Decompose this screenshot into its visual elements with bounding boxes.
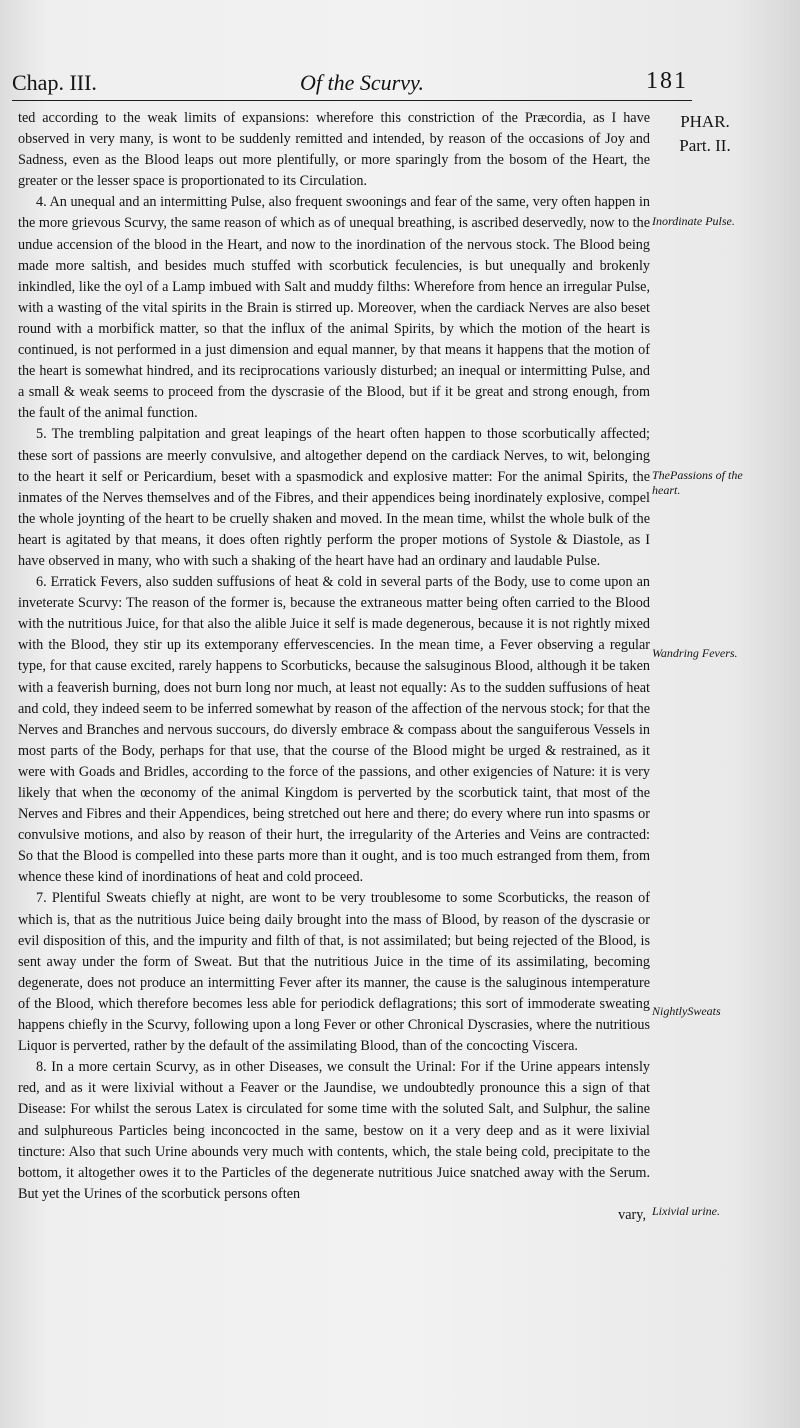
running-title: Of the Scurvy. bbox=[300, 70, 425, 95]
paragraph-8: 8. In a more certain Scurvy, as in other Diseases, we consult the Urinal: For if the Urine appears intensly red, and as it were lixivial without a Feaver or the Jaundise, we undoubtedly pronounce this a sign of that Disease: For whilst the serous Latex is circulated for some time with the soluted Salt, and Sulphur, the saline and sulphureous Particles being inconcocted in the same, bestow on it a very deep and as it were lixivial tincture: Also that such Urine abounds very much with contents, which, the stale being cold, precipitate to the bottom, it altogether owes it to the Particles of the degenerate nutritious Juice snatched away with the Serum. But yet the Urines of the scorbutick persons often bbox=[18, 1059, 650, 1202]
margin-note-lixivial-urine: Lixivial urine. bbox=[652, 1204, 720, 1218]
phar-line-1: PHAR. bbox=[680, 112, 730, 131]
margin-note-wandring-fevers: Wandring Fevers. bbox=[652, 646, 738, 660]
chapter-label: Chap. III. bbox=[12, 70, 97, 95]
paragraph-5: 5. The trembling palpitation and great leapings of the heart often happen to those scorbutically affected; these sort of passions are meerly convulsive, and altogether depend on the cardiack Nerves, to wit, belonging to the heart it self or Pericardium, beset with a spasmodick and explosive matter: For the animal Spirits, the inmates of the Nerves themselves and of the Fibres, and their appendices being inordinately explosive, compel the whole joynting of the heart to be cruelly shaken and moved. In the mean time, whilst the whole bulk of the heart is agitated by that means, it does often rightly perform the proper motions of Systole & Diastole, as I have observed in many, who with such a shaking of the heart have had an ordinary and laudable Pulse. bbox=[18, 426, 650, 569]
paragraph-6: 6. Erratick Fevers, also sudden suffusions of heat & cold in several parts of the Body, use to come upon an inveterate Scurvy: The reason of the former is, because the extraneous matter being often carried to the Blood with the nutritious Juice, for that also the alible Juice it self is made degenerous, because it is not rightly mixed with the Blood, they stir up its extemporany effervescencies. In the mean time, a Fever observing a regular type, for that cause excited, rarely happens to Scorbuticks, because the salsuginous Blood, although it be taken with a feaverish burning, does not burn long nor much, at least not equally: As to the sudden suffusions of heat and cold, they indeed seem to be inferred somewhat by reason of the affection of the nervous stock; for that the Nerves and Branches and nervous succours, do diversly embrace & compass about the sanguiferous Vessels in most parts of the Body, perhaps for that use, that the course of the Blood might be urged & restrained, as it were with Goads and Bridles, according to the force of the passions, and other exigencies of Nature: it is very likely that when the œconomy of the animal Kingdom is perverted by the scorbutick taint, that most of the Nerves and Fibres and their Appendices, being stretched out here and there; do every where run into spasms or convulsive motions, and also by reason of their hurt, the irregularity of the Arteries and Veins are contracted: So that the Blood is compelled into these parts more than it ought, and is too much estranged from them, from whence these kind of inordinations of heat and cold proceed. bbox=[18, 574, 650, 886]
catchword: vary, bbox=[618, 1206, 646, 1223]
paragraph-7: 7. Plentiful Sweats chiefly at night, are wont to be very troublesome to some Scorbuticks, the reason of which is, that as the nutritious Juice being daily brought into the mass of Blood, by reason of the dyscrasie or evil disposition of this, and the impurity and filth of that, is not assimilated; but being rejected of the Blood, is sent away under the form of Sweat. But that the nutritious Juice in the time of its assimilating, becoming degenerate, does not produce an intermitting Fever after its manner, the cause is the saluginous intemperature of the Blood, which therefore becomes less able for periodick deflagrations; this sort of immoderate sweating happens chiefly in the Scurvy, following upon a long Fever or other Chronical Dyscrasies, where the nutritious Liquor is perverted, rather by the default of the assimilating Blood, than of the concocting Viscera. bbox=[18, 890, 650, 1055]
body-text bbox=[18, 108, 650, 1226]
page-number: 181 bbox=[646, 68, 688, 94]
running-header bbox=[12, 66, 692, 101]
paragraph-continued: ted according to the weak limits of expansions: wherefore this constriction of the Præcordia, as I have observed in very many, is wont to be suddenly remitted and intended, by reason of the occasions of Joy and Sadness, even as the Blood leaps out more plentifully, or more sparingly from the bosom of the Heart, the greater or the lesser space is proportionated to its Circulation. bbox=[18, 110, 650, 190]
margin-note-inordinate-pulse: Inordinate Pulse. bbox=[652, 214, 735, 228]
margin-note-passions-heart: ThePassions of the heart. bbox=[652, 468, 743, 497]
paragraph-4: 4. An unequal and an intermitting Pulse, also frequent swoonings and fear of the same, very often happen in the more grievous Scurvy, the same reason of which as of unequal breathing, is ascribed deservedly, now to the undue accension of the blood in the Heart, and now to the inordination of the nervous stock. The Blood being made more saltish, and besides much stuffed with scorbutick feculencies, is but unequally and brokenly inkindled, like the oyl of a Lamp imbued with Salt and muddy filths: Wherefore from hence an irregular Pulse, with a wasting of the vital spirits in the Brain is stirred up. Moreover, when the cardiack Nerves are also beset round with a morbifick matter, so that the influx of the animal Spirits, by which the motion of the heart is continued, is not performed in a just dimension and equal manner, by that means it happens that the motion of the heart is somewhat hindred, and its reciprocations variously disturbed; an inequal or intermitting Pulse, and a small & weak seems to proceed from the dyscrasie of the Blood, but if it be great and strong enough, from the fault of the animal function. bbox=[18, 194, 650, 422]
margin-note-nightly-sweats: NightlySweats bbox=[652, 1004, 721, 1018]
phar-line-2: Part. II. bbox=[679, 136, 731, 155]
phar-section-label bbox=[650, 110, 760, 158]
